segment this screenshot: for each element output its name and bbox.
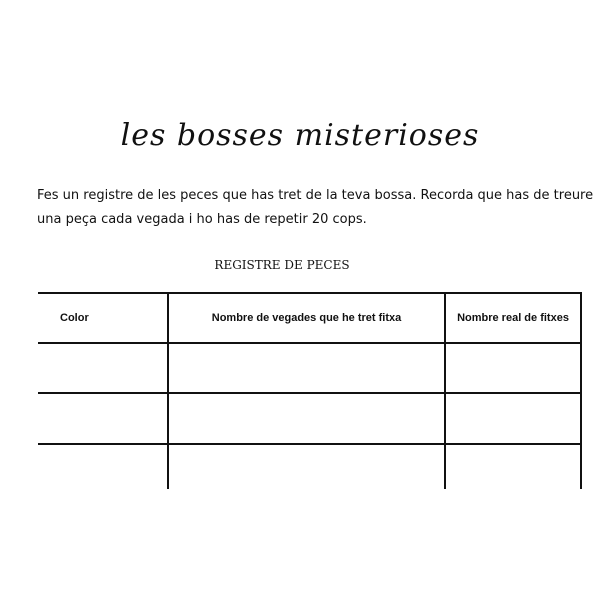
- table-row: [38, 393, 581, 443]
- cell-color[interactable]: [38, 343, 168, 393]
- table-title: REGISTRE DE PECES: [214, 258, 350, 272]
- header-color: Color: [38, 293, 168, 343]
- table-row: [38, 444, 581, 489]
- cell-color[interactable]: [38, 444, 168, 489]
- table-row: [38, 343, 581, 393]
- header-real-count: Nombre real de fitxes: [445, 293, 581, 343]
- cell-real-count[interactable]: [445, 393, 581, 443]
- worksheet-title: les bosses misterioses: [120, 118, 480, 153]
- cell-times-drawn[interactable]: [168, 393, 445, 443]
- record-table: [38, 292, 582, 489]
- cell-real-count[interactable]: [445, 444, 581, 489]
- cell-times-drawn[interactable]: [168, 343, 445, 393]
- instructions-line-2: una peça cada vegada i ho has de repetir 20 cops.: [37, 212, 367, 227]
- cell-color[interactable]: [38, 393, 168, 443]
- table-header-row: [38, 293, 581, 343]
- cell-times-drawn[interactable]: [168, 444, 445, 489]
- instructions-line-1: Fes un registre de les peces que has tret de la teva bossa. Recorda que has de treure: [37, 188, 594, 203]
- header-times-drawn: Nombre de vegades que he tret fitxa: [168, 293, 445, 343]
- cell-real-count[interactable]: [445, 343, 581, 393]
- instructions-text: [37, 184, 594, 232]
